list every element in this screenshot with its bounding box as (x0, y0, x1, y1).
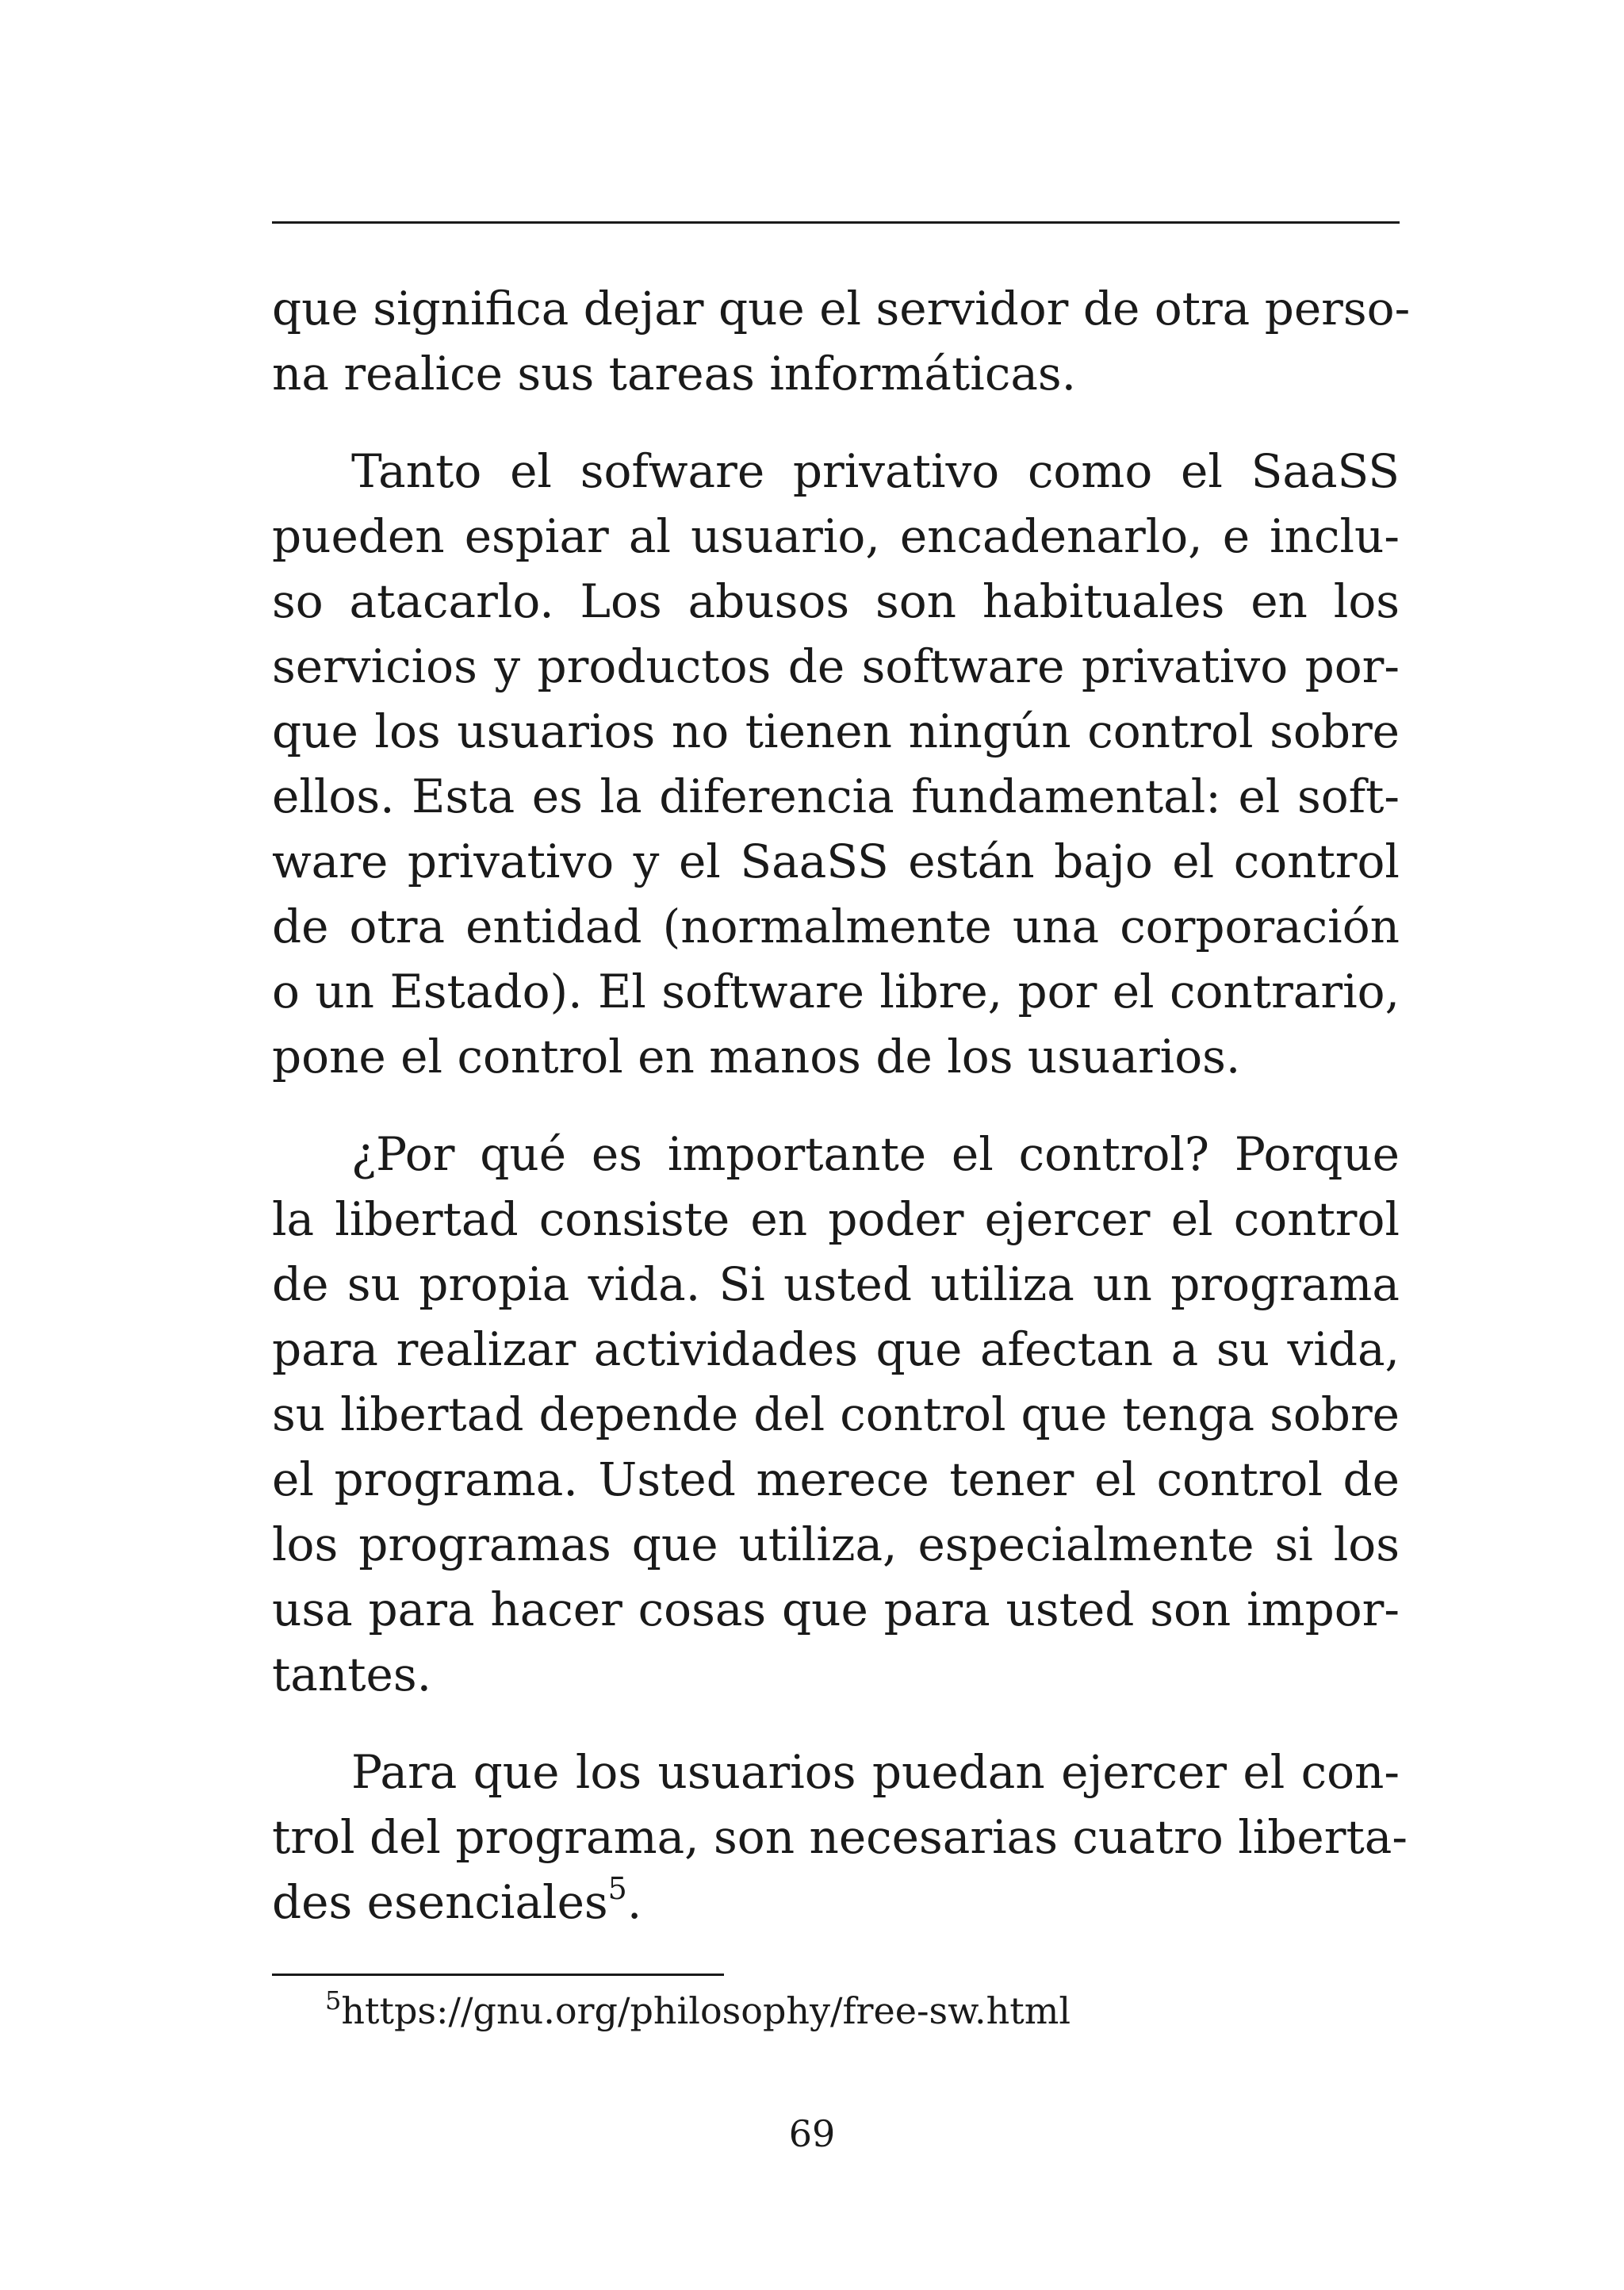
text-line: su libertad depende del control que tenga sobre (272, 1387, 1400, 1441)
paragraph (272, 1122, 1400, 1707)
page-number: 69 (788, 2112, 836, 2155)
text-line: de otra entidad (normalmente una corporación (272, 900, 1400, 953)
paragraph (272, 1740, 1408, 1935)
text-line: el programa. Usted merece tener el control de (272, 1452, 1400, 1506)
text-line: des esenciales$^5$. (272, 1871, 642, 1929)
text-line: la libertad consiste en poder ejercer el control (272, 1192, 1400, 1246)
text-line: Tanto el sofware privativo como el SaaSS (351, 444, 1400, 498)
paragraph-gap (272, 406, 1400, 439)
text-line: na realice sus tareas informáticas. (272, 347, 1077, 401)
header-rule (272, 221, 1400, 224)
paragraph (272, 276, 1411, 406)
footnote-link[interactable]: https://gnu.org/philosophy/free-sw.html (341, 1989, 1071, 2032)
trailing-punctuation: . (626, 1875, 642, 1929)
footnote-reference[interactable]: 5 (607, 1871, 627, 1906)
text-line: ¿Por qué es importante el control? Porque (351, 1127, 1400, 1181)
paragraph-gap (272, 1089, 1400, 1122)
footnote-rule (272, 1974, 724, 1976)
footnote-mark: 5 (325, 1985, 342, 2016)
paragraph (272, 439, 1400, 1089)
text-line: los programas que utiliza, especialmente si los (272, 1517, 1400, 1571)
text-line: de su propia vida. Si usted utiliza un programa (272, 1257, 1400, 1311)
text-line: servicios y productos de software privativo por- (272, 639, 1400, 693)
text-line: usa para hacer cosas que para usted son impor- (272, 1582, 1400, 1636)
body-text (272, 276, 1411, 1935)
text-line: pone el control en manos de los usuarios. (272, 1030, 1241, 1084)
text-line: so atacarlo. Los abusos son habituales en los (272, 574, 1400, 628)
text-line: Para que los usuarios puedan ejercer el con- (351, 1745, 1400, 1799)
text-line: que significa dejar que el servidor de otra perso- (272, 282, 1411, 336)
text-line: para realizar actividades que afectan a su vida, (272, 1322, 1400, 1376)
footnote (325, 1987, 1071, 2035)
text-line: o un Estado). El software libre, por el contrario, (272, 965, 1400, 1018)
text-line: ellos. Esta es la diferencia fundamental: el soft- (272, 769, 1400, 823)
paragraph-gap (272, 1707, 1400, 1740)
text-line: ware privativo y el SaaSS están bajo el control (272, 834, 1400, 888)
text-line: que los usuarios no tienen ningún control sobre (272, 704, 1400, 758)
text-line: pueden espiar al usuario, encadenarlo, e inclu- (272, 509, 1400, 563)
text-line: trol del programa, son necesarias cuatro liberta- (272, 1810, 1408, 1864)
text-line: tantes. (272, 1647, 432, 1701)
